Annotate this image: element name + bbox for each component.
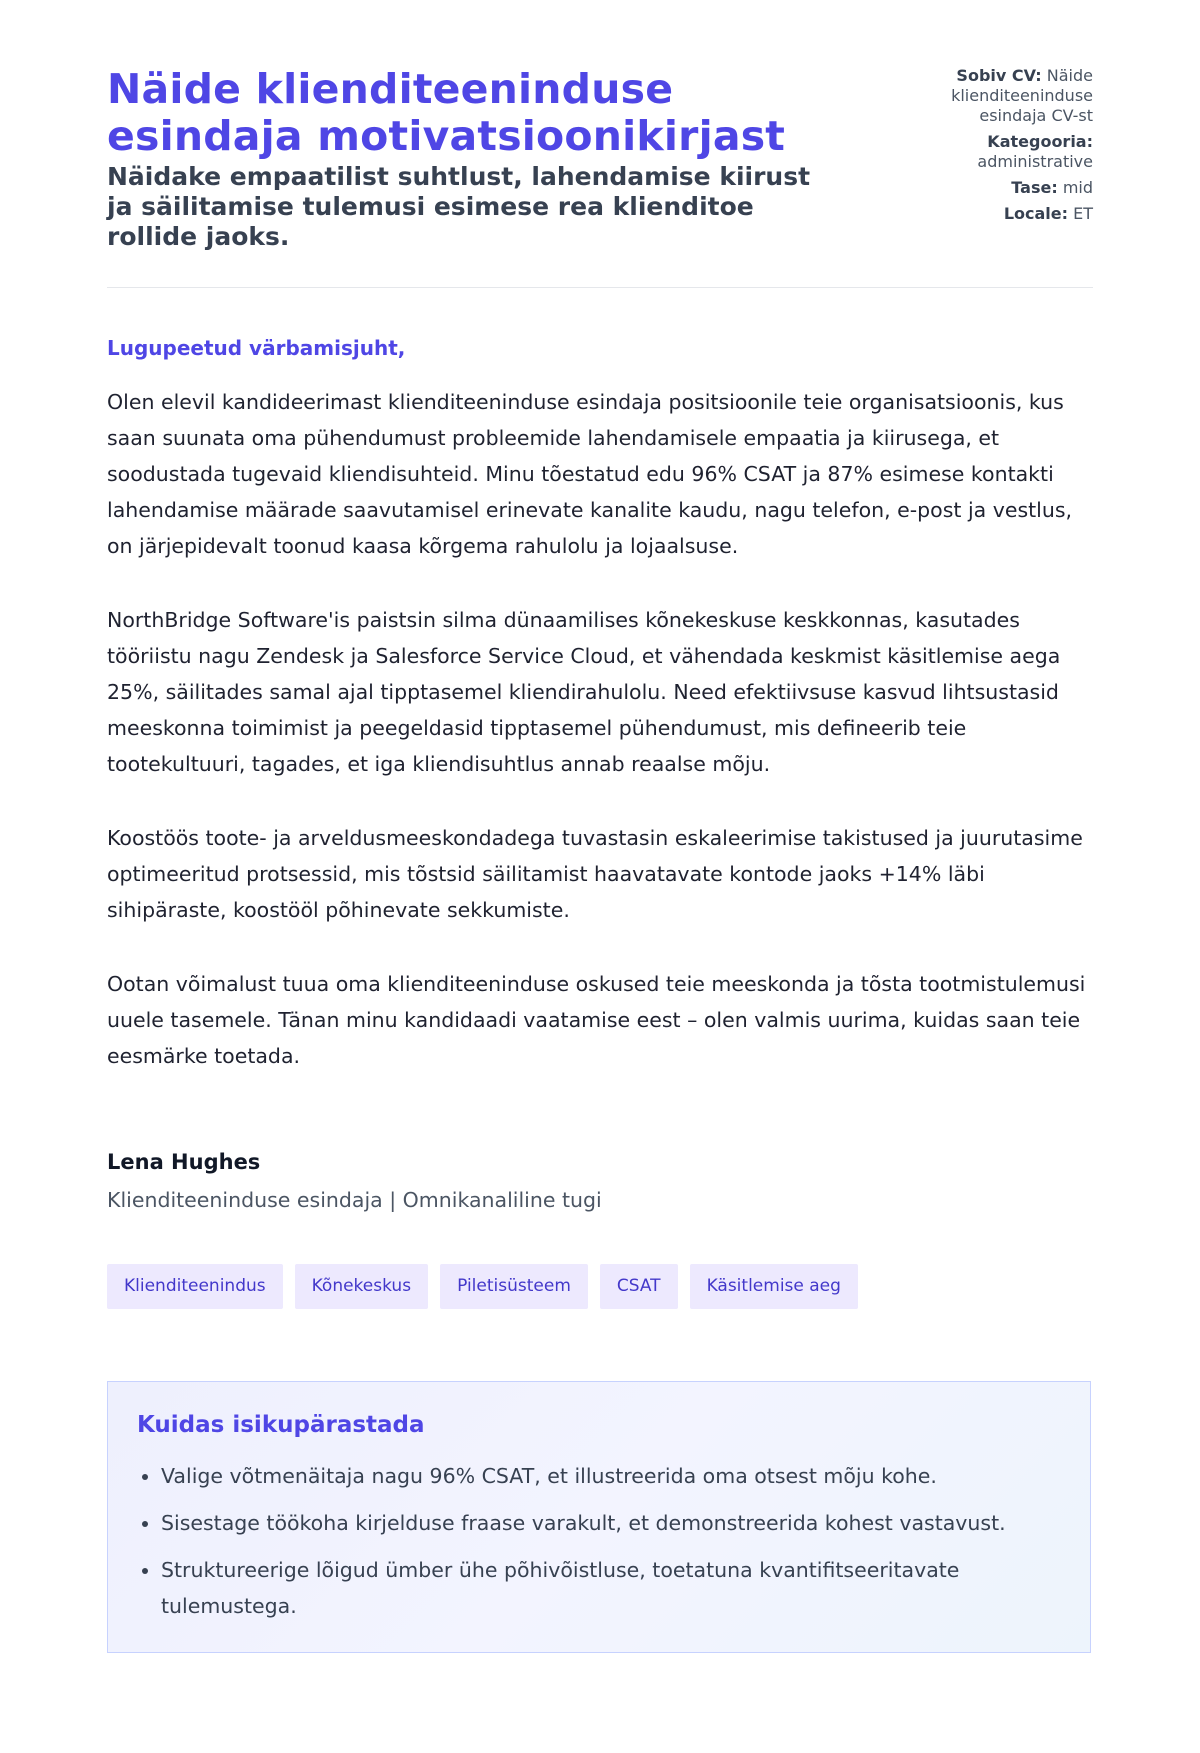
letter-paragraph: Ootan võimalust tuua oma klienditeeninduse oskused teie meeskonda ja tõsta tootmistulemusi uuele tasemele. Tänan minu kandidaadi vaatamise eest – olen valmis uurima, kuidas saan teie eesmärke toetada. [107, 972, 1086, 1068]
tag-chip: Kõnekeskus [295, 1264, 428, 1309]
tips-list-item: • Sisestage töökoha kirjelduse fraase varakult, et demonstreerida kohest vastavust. [161, 1505, 1062, 1541]
meta-panel [893, 66, 1093, 230]
signature-role: Klienditeeninduse esindaja | Omnikanaliline tugi [107, 1188, 602, 1212]
tips-list-item: • Struktureerige lõigud ümber ühe põhivõistluse, toetatuna kvantifitseeritavate tulemustega. [161, 1552, 1062, 1624]
letter-paragraph: Olen elevil kandideerimast klienditeeninduse esindaja positsioonile teie organisatsioonis, kus saan suunata oma pühendumust probleemide lahendamisele empaatia ja kiirusega, et soodustada tugevaid kliendisuhteid. Minu tõestatud edu 96% CSAT ja 87% esimese kontakti lahendamise määrade saavutamisel erinevate kanalite kaudu, nagu telefon, e-post ja vestlus, on järjepidevalt toonud kaasa kõrgema rahulolu ja lojaalsuse. [107, 390, 1073, 558]
tag-chip: Klienditeenindus [107, 1264, 283, 1309]
tag-list [107, 1264, 1093, 1309]
meta-level [893, 178, 1093, 198]
tag-chip: Piletisüsteem [440, 1264, 588, 1309]
page-header [107, 66, 1093, 252]
meta-level-value: mid [1062, 178, 1093, 197]
tips-list-item: • Valige võtmenäitaja nagu 96% CSAT, et illustreerida oma otsest mõju kohe. [161, 1458, 1062, 1494]
signature-name: Lena Hughes [107, 1150, 261, 1174]
tips-title: Kuidas isikupärastada [137, 1412, 425, 1438]
meta-category-value: administrative [977, 152, 1093, 171]
letter-salutation: Lugupeetud värbamisjuht, [107, 336, 406, 360]
meta-cv-value: Näide klienditeeninduse esindaja CV-st [951, 66, 1093, 125]
meta-category-label: Kategooria: [987, 132, 1093, 151]
header-divider [107, 287, 1093, 288]
meta-cv-label: Sobiv CV: [956, 66, 1042, 85]
meta-cv [893, 66, 1093, 126]
tag-chip: Käsitlemise aeg [690, 1264, 858, 1309]
signature-block [107, 1150, 1093, 1212]
meta-locale-label: Locale: [1003, 204, 1069, 223]
letter-paragraph: Koostöös toote- ja arveldusmeeskondadega tuvastasin eskaleerimise takistused ja juurutasime optimeeritud protsessid, mis tõstsid säilitamist haavatavate kontode jaoks +14% läbi sihipäraste, koostööl põhinevate sekkumiste. [107, 826, 1083, 922]
header-titles [107, 66, 867, 252]
meta-locale [893, 204, 1093, 224]
meta-level-label: Tase: [1011, 178, 1058, 197]
meta-locale-value: ET [1073, 204, 1093, 223]
letter-body [107, 336, 1093, 1074]
page-title: Näide klienditeeninduse esindaja motivatsioonikirjast [107, 65, 786, 160]
page-subtitle: Näidake empaatilist suhtlust, lahendamise kiirust ja säilitamise tulemusi esimese rea klienditoe rollide jaoks. [107, 162, 811, 251]
personalization-tips-box [107, 1381, 1091, 1653]
meta-category [893, 132, 1093, 172]
letter-paragraph: NorthBridge Software'is paistsin silma dünaamilises kõnekeskuse keskkonnas, kasutades tööriistu nagu Zendesk ja Salesforce Service Cloud, et vähendada keskmist käsitlemise aega 25%, säilitades samal ajal tipptasemel kliendirahulolu. Need efektiivsuse kasvud lihtsustasid meeskonna toimimist ja peegeldasid tipptasemel pühendumust, mis defineerib teie tootekultuuri, tagades, et iga kliendisuhtlus annab reaalse mõju. [107, 608, 1061, 776]
tips-list [137, 1458, 1062, 1624]
tag-chip: CSAT [600, 1264, 678, 1309]
